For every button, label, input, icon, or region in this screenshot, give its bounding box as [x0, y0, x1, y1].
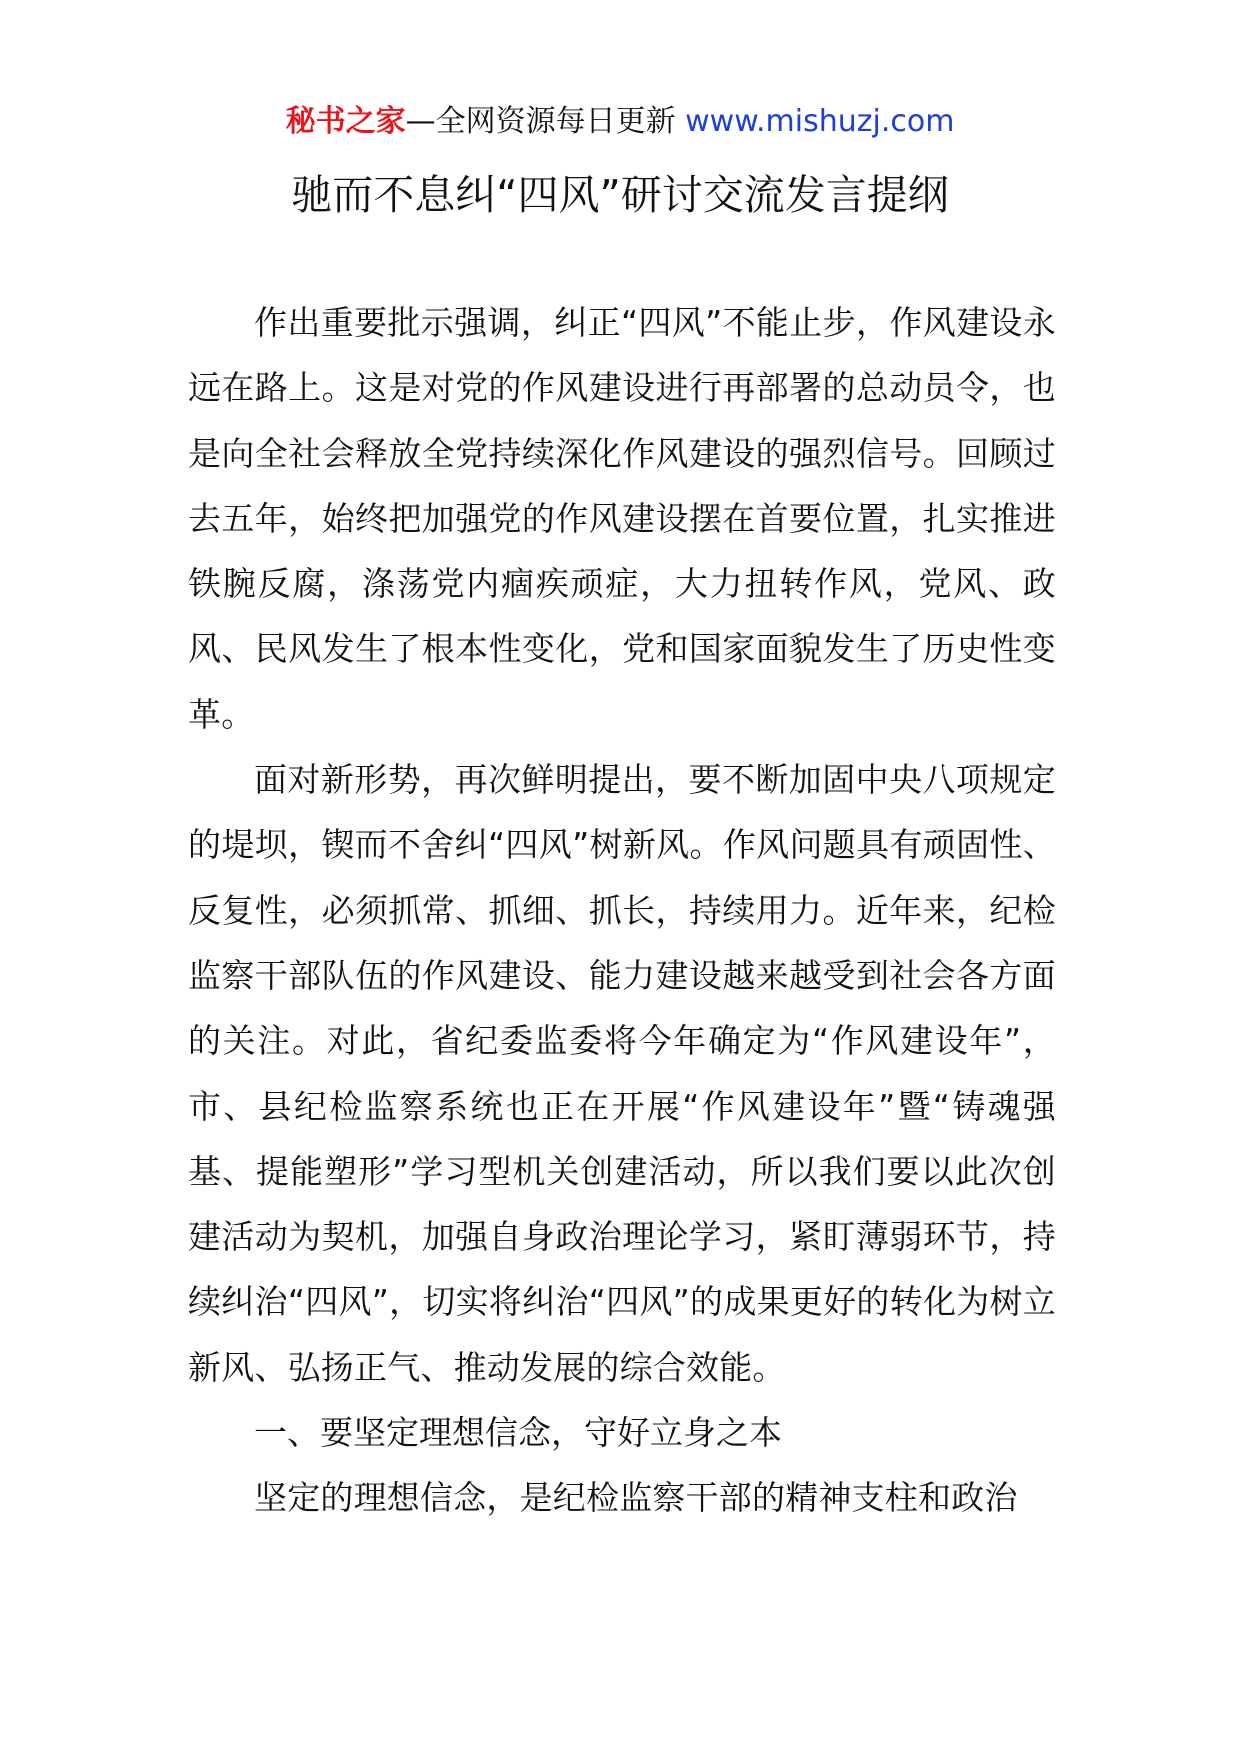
body-paragraph: 作出重要批示强调，纠正“四风”不能止步，作风建设永远在路上。这是对党的作风建设进行再部署的总动员令，也是向全社会释放全党持续深化作风建设的强烈信号。回顾过去五年，始终把加强党的作风建设摆在首要位置，扎实推进铁腕反腐，涤荡党内痼疾顽症，大力扭转作风，党风、政风、民风发生了根本性变化，党和国家面貌发生了历史性变革。 — [188, 303, 1056, 734]
document-body — [188, 290, 1056, 1531]
site-tagline: —全网资源每日更新 — [405, 104, 686, 139]
document-title: 驰而不息纠“四风”研讨交流发言提纲 — [291, 171, 949, 219]
section-paragraph: 坚定的理想信念，是纪检监察干部的精神支柱和政治 — [254, 1478, 1018, 1518]
body-paragraph: 面对新形势，再次鲜明提出，要不断加固中央八项规定的堤坝，锲而不舍纠“四风”树新风。作风问题具有顽固性、反复性，必须抓常、抓细、抓长，持续用力。近年来，纪检监察干部队伍的作风建设、能力建设越来越受到社会各方面的关注。对此，省纪委监委将今年确定为“作风建设年”，市、县纪检监察系统也正在开展“作风建设年”暨“铸魂强基、提能塑形”学习型机关创建活动，所以我们要以此次创建活动为契机，加强自身政治理论学习，紧盯薄弱环节，持续纠治“四风”，切实将纠治“四风”的成果更好的转化为树立新风、弘扬正气、推动发展的综合效能。 — [188, 760, 1056, 1387]
site-header — [0, 100, 1240, 144]
site-name: 秘书之家 — [285, 104, 406, 139]
section-heading: 一、要坚定理想信念，守好立身之本 — [254, 1413, 782, 1453]
site-url-link[interactable]: www.mishuzj.com — [685, 104, 955, 139]
